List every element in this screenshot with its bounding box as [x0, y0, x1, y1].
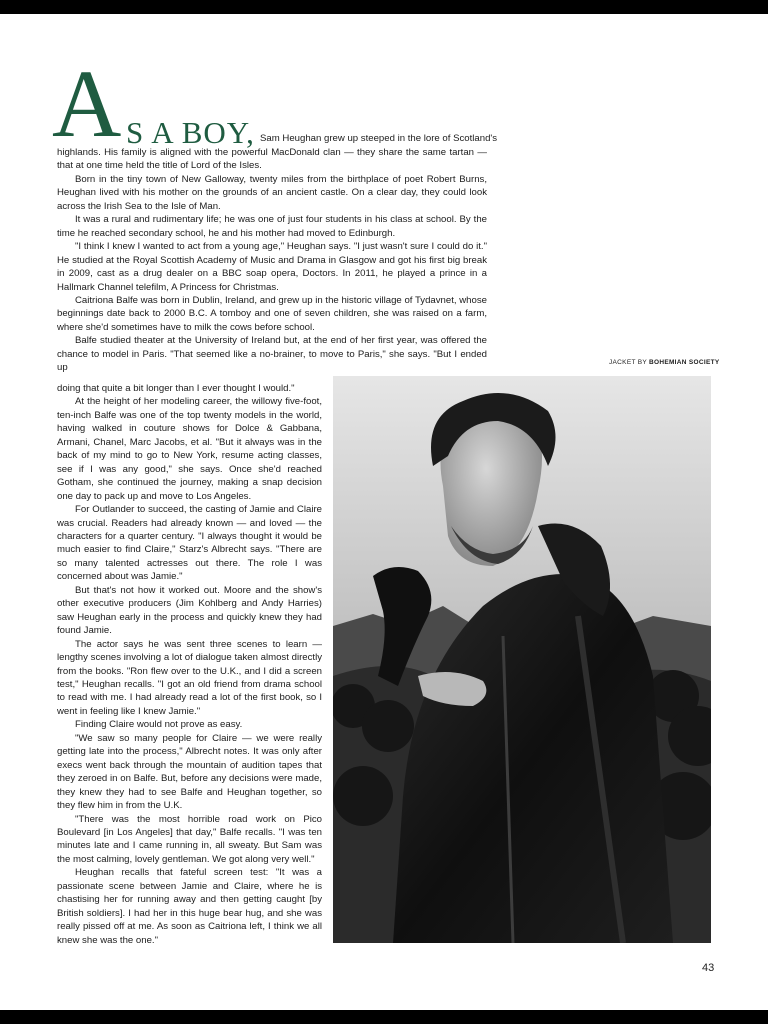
paragraph: For Outlander to succeed, the casting of Jamie and Claire was crucial. Readers had already known — and loved — the characters for a quarter century. "I always thought it would be much easier to find Claire," Starz's Albrecht says. "There are so many talented actresses out there. The role I was concerned about was Jamie.": [57, 504, 322, 583]
paragraph: At the height of her modeling career, the willowy five-foot, ten-inch Balfe was one of the top twenty models in the world, having walked in couture shows for Dolce & Gabbana, Armani, Chanel, Marc Jacobs, et al. "But it always was in the back of my mind to go to New York, resume acting classes, see if I was any good," she says. Once she'd reached Gotham, she continued the journey, making a snap decision one day to pack up and move to Los Angeles.: [57, 396, 322, 502]
credit-prefix: JACKET BY: [609, 359, 647, 366]
page-number: 43: [702, 962, 715, 974]
credit-brand: BOHEMIAN SOCIETY: [648, 359, 720, 366]
top-black-bar: [0, 0, 768, 14]
paragraph: The actor says he was sent three scenes to learn — lengthy scenes involving a lot of dialogue taken almost directly from the books. "Ron flew over to the U.K., and I did a screen test," Heughan recalls. "I got an old friend from drama school to read with me. I had already read a lot of the first book, so I went in feeling like I knew Jamie.": [57, 638, 322, 717]
bottom-black-bar: [0, 1010, 768, 1024]
first-line-text: Sam Heughan grew up steeped in the lore of Scotland's: [260, 133, 498, 144]
paragraph: doing that quite a bit longer than I ever thought I would.": [57, 383, 295, 394]
paragraph: "I think I knew I wanted to act from a young age," Heughan says. "I just wasn't sure I could do it." He studied at the Royal Scottish Academy of Music and Drama in Glasgow and got his first big break in 2009, cast as a drug dealer on a BBC soap opera, Doctors. In 2011, he played a prince in a Hallmark Channel telefilm, A Princess for Christmas.: [57, 241, 487, 293]
article-body-full-width: [57, 146, 487, 375]
paragraph: But that's not how it worked out. Moore and the show's other executive producers (Jim Kohlberg and Andy Harries) saw Heughan early in the process and quickly knew they had found Jamie.: [57, 584, 322, 637]
paragraph: Balfe studied theater at the University of Ireland but, at the end of her first year, was offered the chance to model in Paris. "That seemed like a no-brainer, to move to Paris," she says. "But I ended up: [57, 335, 487, 374]
lead-in: S A BOY,: [126, 115, 255, 150]
paragraph: Caitriona Balfe was born in Dublin, Ireland, and grew up in the historic village of Tydavnet, whose beginnings date back to 2000 B.C. A tomboy and one of seven children, she was raised on a farm, where she'd sometimes have to milk the cows before school.: [57, 294, 487, 333]
paragraph: It was a rural and rudimentary life; he was one of just four students in his class at school. By the time he reached secondary school, he and his mother had moved to Edinburgh.: [57, 214, 487, 239]
drop-cap: A: [52, 50, 120, 157]
article-body-column: [57, 382, 322, 947]
portrait-illustration: [333, 376, 711, 943]
paragraph: highlands. His family is aligned with the powerful MacDonald clan — they share the same tartan — that at one time held the title of Lord of the Isles.: [57, 147, 487, 172]
paragraph: "We saw so many people for Claire — we were really getting late into the process," Albrecht notes. It was only after execs went back through the mountain of audition tapes that they zeroed in on Balfe. But, before any decisions were made, they knew they had to see Balfe and Heughan together, so they flew him in from the U.K.: [57, 732, 322, 812]
paragraph: Finding Claire would not prove as easy.: [75, 719, 243, 731]
paragraph: Born in the tiny town of New Galloway, twenty miles from the birthplace of poet Robert Burns, Heughan lived with his mother on the grounds of an ancient castle. On a clear day, they could look across the Irish Sea to the Isle of Man.: [57, 173, 487, 212]
photo-credit: [609, 358, 719, 367]
portrait-photo: [333, 376, 711, 943]
paragraph: Heughan recalls that fateful screen test: "It was a passionate scene between Jamie and Claire, where he is chastising her for running away and then getting caught [by British soldiers]. I had her in this huge bear hug, and she was really pissed off at me. As soon as Caitriona left, I think we all knew she was the one.": [57, 867, 322, 946]
paragraph: "There was the most horrible road work on Pico Boulevard [in Los Angeles] that day," Balfe recalls. "I was ten minutes late and I came running in, all sweaty. But Sam was the most calming, lovely gentleman. We got along very well.": [57, 813, 322, 865]
